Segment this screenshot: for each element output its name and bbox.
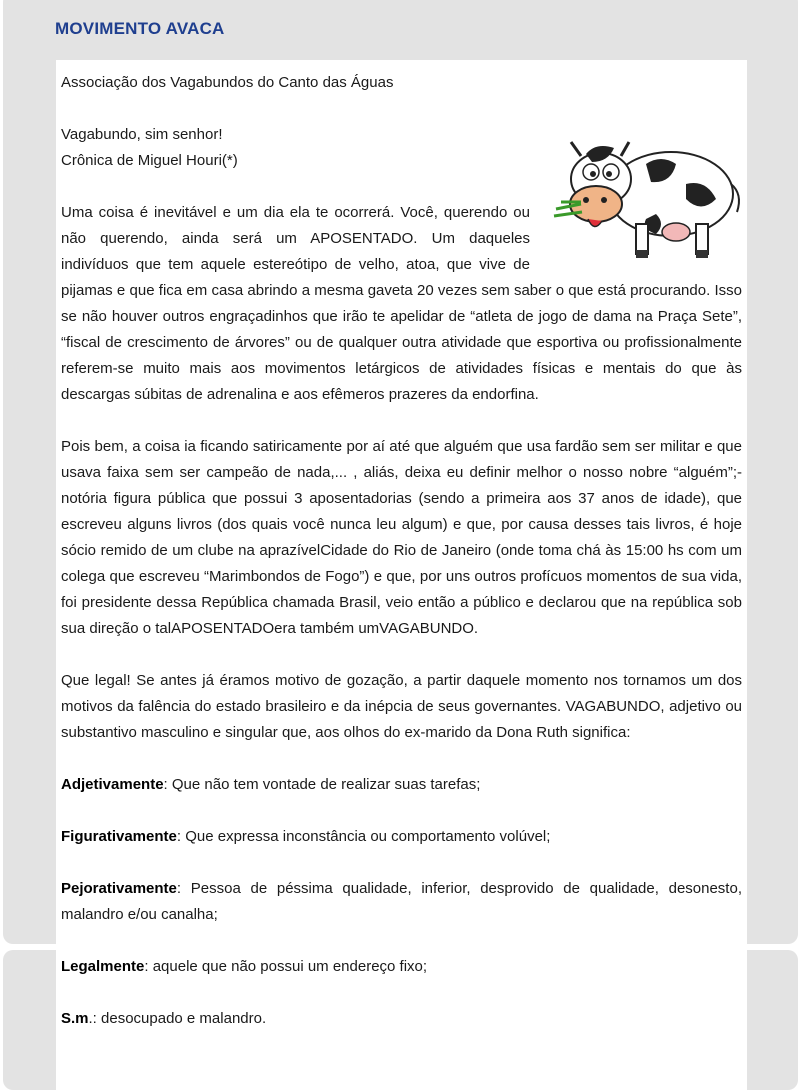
paragraph-2: Pois bem, a coisa ia ficando satiricamente por aí até que alguém que usa fardão sem ser militar e que usava faixa sem ser campeão de nada,... , aliás, deixa eu definir melhor o nosso nobre “alguém”;-notória figura pública que possui 3 aposentadorias (sendo a primeira aos 37 anos de idade), que escreveu alguns livros (dos quais você nunca leu algum) e que, por causa desses tais livros, é hoje sócio remido de um clube na aprazívelCidade do Rio de Janeiro (onde toma chá às 15:00 hs com um colega que escreveu “Marimbondos de Fogo”) e que, por uns outros profícuos momentos de sua vida, foi presidente dessa República chamada Brasil, veio então a público e declarou que na república sob sua direção o talAPOSENTADOera também umVAGABUNDO. — [61, 438, 742, 637]
article-content — [56, 60, 747, 1090]
paragraph-1: Uma coisa é inevitável e um dia ela te ocorrerá. Você, querendo ou não querendo, ainda será um APOSENTADO. Um daqueles indivíduos que tem aquele estereótipo de velho, atoa, que vive de pijamas e que fica em casa abrindo a mesma gaveta 20 vezes sem saber o que está procurando. Isso se não houver outros engraçadinhos que irão te apelidar de “atleta de jogo de dama na Praça Sete”, “fiscal de crescimento de árvores” ou de qualquer outra atividade que esportiva ou profissionalmente referem-se muito mais aos movimentos letárgicos de atividades físicas e mentais do que às descargas súbitas de adrenalina e aos efêmeros prazeres da endorfina. — [61, 204, 742, 403]
definition-text: : Que expressa inconstância ou comportamento volúvel; — [176, 828, 551, 845]
definition-term: Legalmente — [61, 958, 145, 975]
definition-item — [61, 876, 742, 928]
headline-1: Vagabundo, sim senhor! — [61, 126, 223, 143]
org-name: Associação dos Vagabundos do Canto das Águas — [61, 74, 394, 91]
definition-item — [61, 954, 742, 980]
definition-text: : Pessoa de péssima qualidade, inferior, desprovido de qualidade, desonesto, malandro e/ou canalha; — [61, 880, 742, 923]
cartoon-cow-image — [536, 124, 746, 264]
headline-2: Crônica de Miguel Houri(*) — [61, 152, 238, 169]
definition-item — [61, 824, 742, 850]
definition-term: Pejorativamente — [61, 880, 177, 897]
definition-term: S.m — [61, 1010, 89, 1027]
definition-text: .: desocupado e malandro. — [88, 1010, 267, 1027]
page-title: MOVIMENTO AVACA — [55, 19, 225, 38]
paragraph-3: Que legal! Se antes já éramos motivo de gozação, a partir daquele momento nos tornamos um dos motivos da falência do estado brasileiro e da inépcia de seus governantes. VAGABUNDO, adjetivo ou substantivo masculino e singular que, aos olhos do ex-marido da Dona Ruth significa: — [61, 672, 742, 741]
definition-text: : Que não tem vontade de realizar suas tarefas; — [163, 776, 481, 793]
definition-term: Figurativamente — [61, 828, 177, 845]
definition-term: Adjetivamente — [61, 776, 164, 793]
definition-item — [61, 772, 742, 798]
definition-text: : aquele que não possui um endereço fixo; — [144, 958, 428, 975]
definition-item — [61, 1006, 742, 1032]
